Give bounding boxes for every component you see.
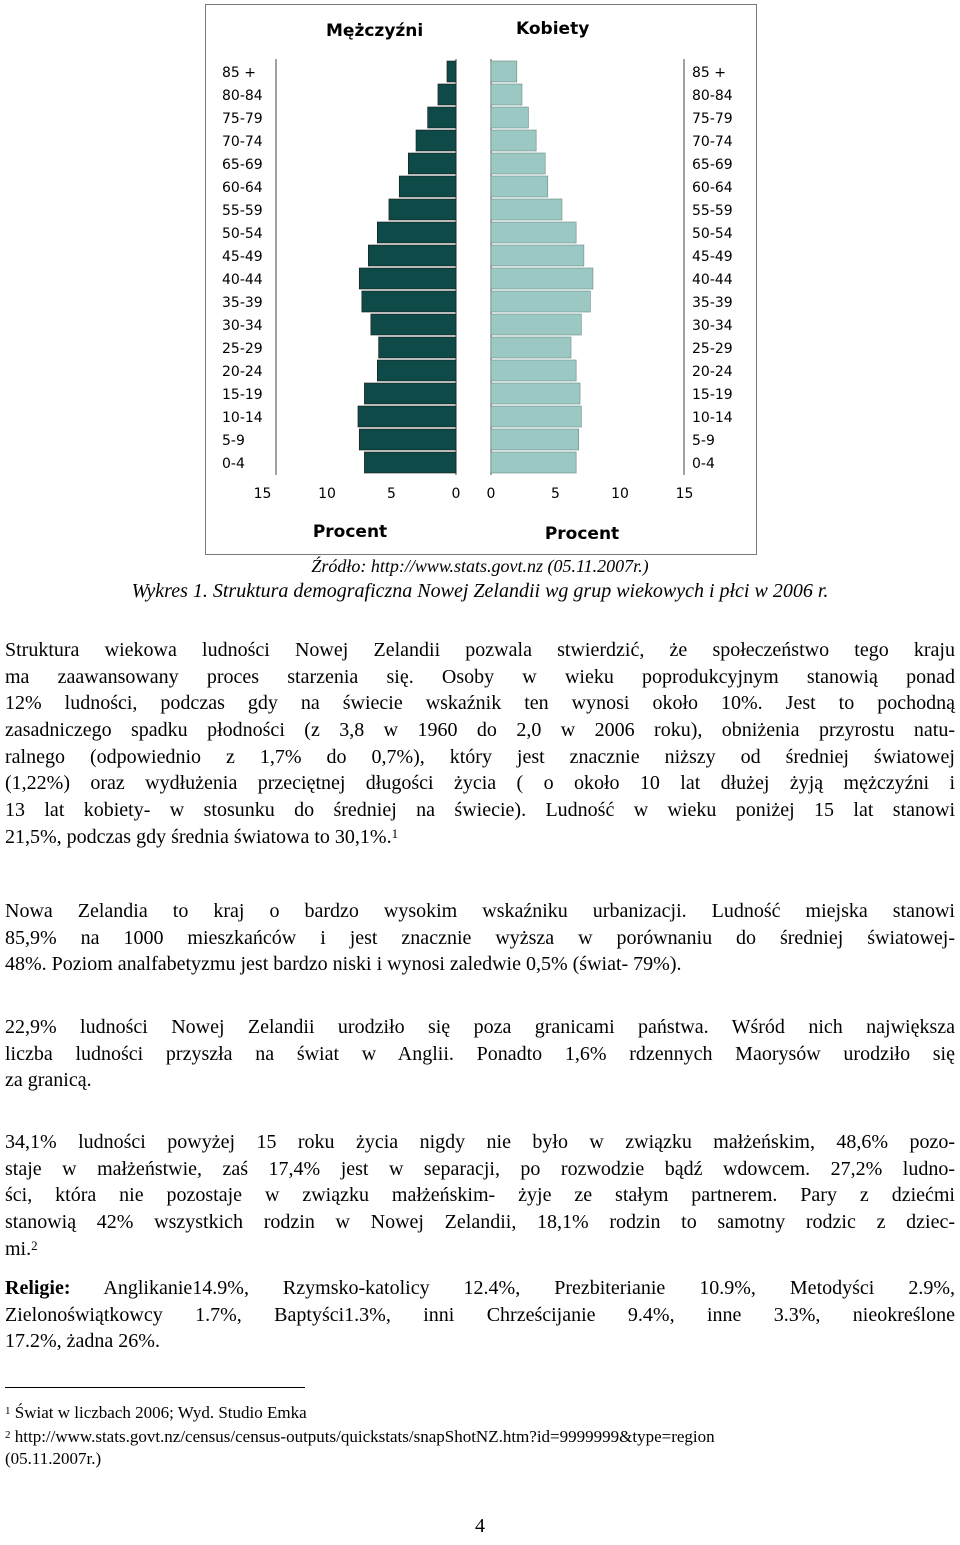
- age-label-left: 5-9: [222, 433, 245, 449]
- male-bar: [359, 268, 456, 289]
- chart-source: Źródło: http://www.stats.govt.nz (05.11.2007r.): [311, 556, 649, 576]
- male-bar: [428, 107, 456, 128]
- female-bar: [491, 291, 590, 312]
- male-bar: [362, 291, 456, 312]
- male-bar: [368, 245, 456, 266]
- male-bar: [359, 429, 456, 450]
- text-line: Struktura wiekowa ludności Nowej Zelandii pozwala stwierdzić, że społeczeństwo tego kraju: [5, 639, 955, 661]
- age-label-left: 50-54: [222, 226, 263, 242]
- age-label-left: 55-59: [222, 203, 263, 219]
- male-bar: [438, 84, 456, 105]
- text-line: ralnego (odpowiednio z 1,7% do 0,7%), który jest znacznie niższy od średniej światowej: [5, 745, 955, 768]
- age-label-left: 30-34: [222, 318, 263, 334]
- paragraph-age-structure: [5, 637, 955, 851]
- age-label-left: 40-44: [222, 272, 263, 288]
- age-label-right: 45-49: [692, 249, 733, 265]
- female-bar: [491, 199, 562, 220]
- age-label-right: 30-34: [692, 318, 733, 334]
- text-line: 13 lat kobiety- w stosunku do średniej na świecie). Ludność w wieku poniżej 15 lat stanowi: [5, 799, 955, 822]
- age-label-left: 65-69: [222, 157, 263, 173]
- text-line: (1,22%) oraz wydłużenia przeciętnej długości życia ( o około 10 lat dłużej żyją mężczyźni i: [5, 772, 955, 795]
- right-xlabel: Procent: [544, 524, 620, 544]
- text-line: ma zaawansowany proces starzenia się. Osoby w wieku poprodukcyjnym stanowią ponad: [5, 665, 955, 688]
- age-label-left: 70-74: [222, 134, 263, 150]
- religions-label: Religie:: [5, 1277, 71, 1299]
- left-tick-label: 5: [387, 486, 396, 502]
- text-line-content: mi.: [5, 1237, 32, 1260]
- paragraph-urbanization: [5, 898, 955, 978]
- female-bar: [491, 107, 528, 128]
- age-label-left: 60-64: [222, 180, 263, 196]
- age-label-right: 15-19: [692, 387, 733, 403]
- female-bar: [491, 222, 576, 243]
- female-bar: [491, 360, 576, 381]
- female-bar: [491, 314, 581, 335]
- age-label-right: 75-79: [692, 111, 733, 127]
- page-number: 4: [475, 1515, 485, 1537]
- female-bar: [491, 383, 580, 404]
- male-bar: [377, 360, 456, 381]
- age-label-right: 50-54: [692, 226, 733, 242]
- chart-caption: Wykres 1. Struktura demograficzna Nowej Zelandii wg grup wiekowych i płci w 2006 r.: [131, 580, 829, 602]
- age-label-right: 5-9: [692, 433, 715, 449]
- male-bar: [379, 337, 456, 358]
- male-bar: [358, 406, 456, 427]
- age-label-right: 85 +: [692, 65, 726, 81]
- age-label-right: 80-84: [692, 88, 733, 104]
- text-line: Nowa Zelandia to kraj o bardzo wysokim wskaźniku urbanizacji. Ludność miejska stanowi: [5, 900, 955, 922]
- age-label-left: 75-79: [222, 111, 263, 127]
- age-label-left: 85 +: [222, 65, 256, 81]
- age-label-right: 60-64: [692, 180, 733, 196]
- text-line: 22,9% ludności Nowej Zelandii urodziło się poza granicami państwa. Wśród nich największa: [5, 1016, 955, 1038]
- left-tick-label: 10: [318, 486, 336, 502]
- right-title: Kobiety: [516, 19, 590, 39]
- age-label-left: 0-4: [222, 456, 245, 472]
- male-bar: [399, 176, 456, 197]
- footnote-text: Świat w liczbach 2006; Wyd. Studio Emka: [10, 1403, 307, 1422]
- footnote-ref-2: 2: [31, 1237, 38, 1253]
- text-line: 34,1% ludności powyżej 15 roku życia nigdy nie było w związku małżeńskim, 48,6% pozo-: [5, 1131, 955, 1153]
- right-tick-label: 15: [675, 486, 694, 502]
- age-label-right: 70-74: [692, 134, 733, 150]
- right-tick-label: 10: [611, 486, 629, 502]
- female-bar: [491, 337, 571, 358]
- male-bar: [416, 130, 456, 151]
- left-title: Mężczyźni: [326, 21, 424, 41]
- female-bar: [491, 406, 581, 427]
- footnote-2: [5, 1426, 715, 1448]
- female-bar: [491, 61, 517, 82]
- text-line: liczba ludności przyszła na świat w Anglii. Ponadto 1,6% rdzennych Maorysów urodziło się: [5, 1042, 955, 1065]
- text-line: Zielonoświątkowcy 1.7%, Baptyści1.3%, inni Chrześcijanie 9.4%, inne 3.3%, nieokreślone: [5, 1303, 955, 1326]
- population-pyramid-svg: [206, 5, 756, 554]
- age-label-right: 40-44: [692, 272, 733, 288]
- age-label-right: 55-59: [692, 203, 733, 219]
- age-label-right: 0-4: [692, 456, 715, 472]
- left-tick-label: 15: [253, 486, 272, 502]
- footnote-ref-1: 1: [391, 825, 399, 841]
- age-label-right: 10-14: [692, 410, 733, 426]
- age-label-left: 35-39: [222, 295, 263, 311]
- male-bar: [371, 314, 456, 335]
- female-bar: [491, 130, 536, 151]
- age-label-right: 25-29: [692, 341, 733, 357]
- age-label-left: 15-19: [222, 387, 263, 403]
- text-line: [5, 1275, 955, 1302]
- text-line: [5, 1236, 955, 1263]
- age-label-right: 65-69: [692, 157, 733, 173]
- population-pyramid-chart: [205, 4, 757, 555]
- footnote-separator: [5, 1387, 305, 1388]
- text-line: stanowią 42% wszystkich rodzin w Nowej Zelandii, 18,1% rodzin to samotny rodzic z dziec-: [5, 1211, 955, 1234]
- male-bar: [408, 153, 456, 174]
- right-tick-label: 0: [486, 486, 496, 502]
- text-line: za granicą.: [5, 1069, 92, 1092]
- female-bar: [491, 84, 522, 105]
- religions-line1: Anglikanie14.9%, Rzymsko-katolicy 12.4%, Prezbiterianie 10.9%, Metodyści 2.9%,: [70, 1277, 955, 1299]
- text-line-content: 21,5%, podczas gdy średnia światowa to 30,1%.: [5, 825, 392, 848]
- footnote-number: 2: [5, 1429, 11, 1441]
- footnote-1: [5, 1402, 307, 1424]
- text-line: 48%. Poziom analfabetyzmu jest bardzo niski i wynosi zaledwie 0,5% (świat- 79%).: [5, 953, 682, 976]
- age-label-left: 25-29: [222, 341, 263, 357]
- female-bar: [491, 176, 548, 197]
- age-label-left: 10-14: [222, 410, 263, 426]
- paragraph-migration: [5, 1014, 955, 1094]
- age-label-right: 20-24: [692, 364, 733, 380]
- footnote-text: http://www.stats.govt.nz/census/census-outputs/quickstats/snapShotNZ.htm?id=9999999&type=region: [10, 1427, 715, 1446]
- female-bar: [491, 268, 593, 289]
- age-label-left: 45-49: [222, 249, 263, 265]
- paragraph-religions: [5, 1275, 955, 1355]
- male-bar: [364, 452, 456, 473]
- left-xlabel: Procent: [312, 522, 388, 542]
- right-tick-label: 5: [551, 486, 560, 502]
- female-bar: [491, 153, 545, 174]
- text-line: 85,9% na 1000 mieszkańców i jest znacznie wyższa w porównaniu do średniej światowej-: [5, 926, 955, 949]
- text-line: [5, 824, 955, 851]
- male-bar: [447, 61, 456, 82]
- age-label-left: 20-24: [222, 364, 263, 380]
- paragraph-marital-status: [5, 1129, 955, 1262]
- text-line: ści, która nie pozostaje w związku małżeńskim- żyje ze stałym partnerem. Pary z dziećmi: [5, 1184, 955, 1207]
- female-bar: [491, 429, 579, 450]
- text-line: zasadniczego spadku płodności (z 3,8 w 1960 do 2,0 w 2006 roku), obniżenia przyrostu natu-: [5, 719, 955, 742]
- female-bar: [491, 452, 576, 473]
- male-bar: [389, 199, 456, 220]
- age-label-left: 80-84: [222, 88, 263, 104]
- male-bar: [364, 383, 456, 404]
- footnote-2-continued: [5, 1448, 101, 1470]
- text-line: 12% ludności, podczas gdy na świecie wskaźnik ten wynosi około 10%. Jest to pochodną: [5, 692, 955, 715]
- female-bar: [491, 245, 584, 266]
- footnote-number: 1: [5, 1405, 11, 1417]
- text-line: staje w małżeństwie, zaś 17,4% jest w separacji, po rozwodzie bądź wdowcem. 27,2% ludno-: [5, 1157, 955, 1180]
- text-line: 17.2%, żadna 26%.: [5, 1330, 160, 1353]
- footnote-text: (05.11.2007r.): [5, 1449, 102, 1468]
- male-bar: [377, 222, 456, 243]
- age-label-right: 35-39: [692, 295, 733, 311]
- left-tick-label: 0: [451, 486, 461, 502]
